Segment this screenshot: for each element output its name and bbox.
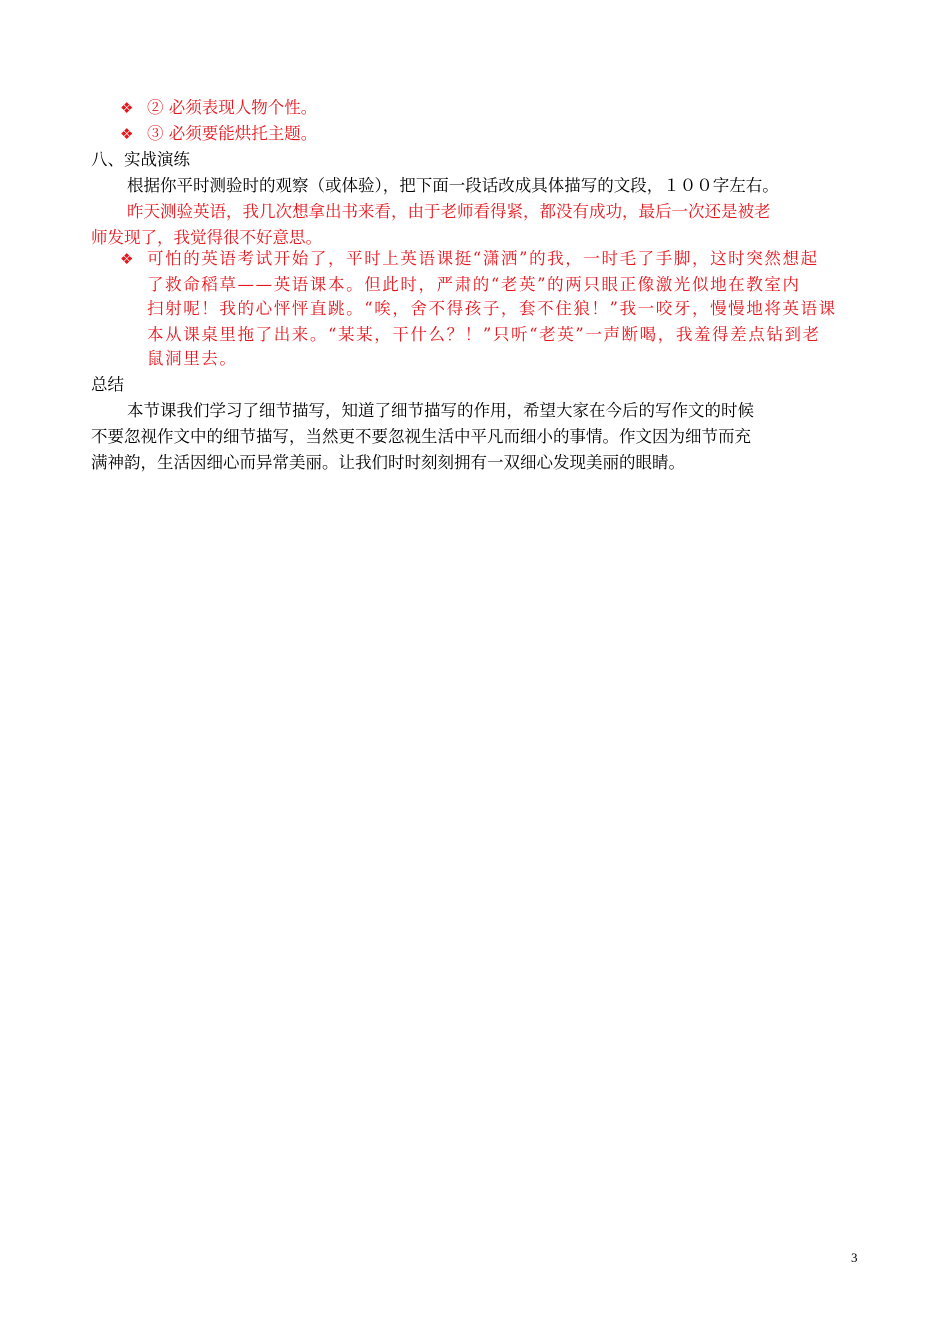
answer-line-2: 了救命稻草——英语课本。但此时，严肃的“老英”的两只眼正像激光似地在教室内 — [147, 275, 801, 294]
instruction-paragraph: 根据你平时测验时的观察（或体验），把下面一段话改成具体描写的文段，１００字左右。 — [127, 176, 779, 195]
bullet-item-personality: ② 必须表现人物个性。 — [147, 98, 318, 117]
bullet-item-theme: ③ 必须要能烘托主题。 — [147, 124, 318, 143]
summary-line-3: 满神韵，生活因细心而异常美丽。让我们时时刻刻拥有一双细心发现美丽的眼睛。 — [91, 453, 685, 472]
summary-line-2: 不要忽视作文中的细节描写，当然更不要忽视生活中平凡而细小的事情。作文因为细节而充 — [91, 427, 751, 446]
diamond-bullet-icon: ❖ — [120, 250, 134, 268]
answer-line-1: 可怕的英语考试开始了，平时上英语课挺“潇洒”的我，一时毛了手脚，这时突然想起 — [147, 249, 819, 268]
prompt-line-1: 昨天测验英语，我几次想拿出书来看，由于老师看得紧，都没有成功，最后一次还是被老 — [127, 202, 771, 221]
summary-heading: 总结 — [91, 375, 124, 394]
diamond-bullet-icon: ❖ — [120, 125, 134, 143]
answer-line-5: 鼠洞里去。 — [147, 349, 238, 368]
diamond-bullet-icon: ❖ — [120, 99, 134, 117]
answer-line-3: 扫射呢！我的心怦怦直跳。“唉，舍不得孩子，套不住狼！”我一咬牙，慢慢地将英语课 — [147, 299, 837, 318]
prompt-line-2: 师发现了，我觉得很不好意思。 — [91, 228, 322, 247]
page-number: 3 — [851, 1250, 858, 1265]
summary-line-1: 本节课我们学习了细节描写，知道了细节描写的作用，希望大家在今后的写作文的时候 — [127, 401, 754, 420]
section-heading-practice: 八、实战演练 — [91, 150, 190, 169]
answer-line-4: 本从课桌里拖了出来。“某某，干什么？！”只听“老英”一声断喝，我羞得差点钻到老 — [147, 325, 821, 344]
